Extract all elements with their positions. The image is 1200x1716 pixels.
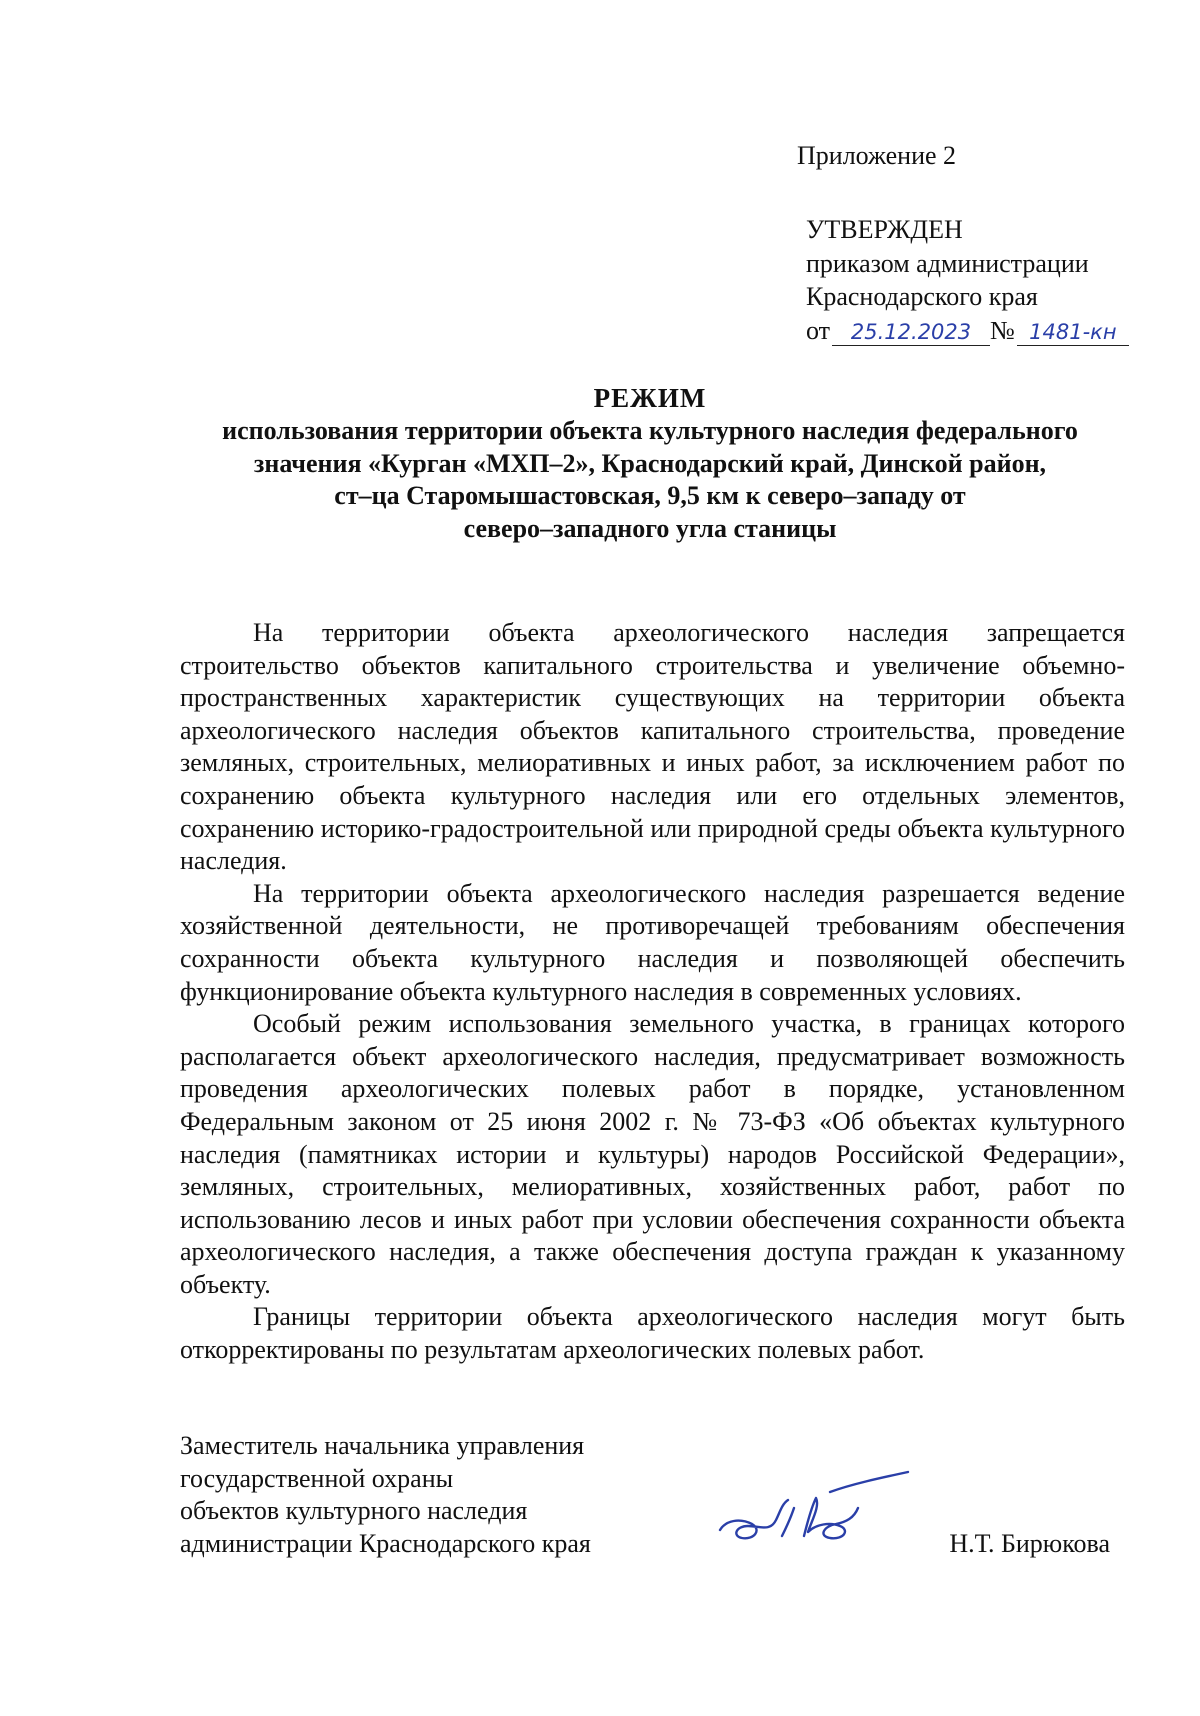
- approval-stamp-block: [806, 213, 1129, 347]
- approval-line-2: Краснодарского края: [806, 282, 1038, 311]
- signature-stroke: [804, 1472, 908, 1538]
- position-line: государственной охраны: [180, 1463, 454, 1493]
- document-body: [180, 617, 1125, 1367]
- document-title-block: [160, 381, 1140, 545]
- signature-stroke: [720, 1500, 794, 1538]
- handwritten-date: 25.12.2023: [832, 319, 990, 346]
- handwritten-signature: [712, 1464, 912, 1554]
- body-paragraph: Границы территории объекта археологического наследия могут быть откорректированы по результатам археологических полевых работ.: [180, 1302, 1125, 1365]
- document-title: РЕЖИМ: [593, 383, 707, 413]
- body-paragraph: На территории объекта археологического наследия разрешается ведение хозяйственной деятельности, не противоречащей требованиям обеспечения сохранности объекта культурного наследия и позволяющей обеспечить функционирование объекта культурного наследия в современных условиях.: [180, 878, 1125, 1006]
- appendix-label: Приложение 2: [797, 141, 957, 170]
- title-line: ст–ца Старомышастовская, 9,5 км к северо–западу от: [334, 481, 966, 510]
- signatory-position: [180, 1430, 591, 1560]
- from-label: от: [806, 315, 831, 345]
- signatory-name: Н.Т. Бирюкова: [949, 1529, 1110, 1558]
- body-paragraph: Особый режим использования земельного участка, в границах которого располагается объект археологического наследия, предусматривает возможность проведения археологических полевых работ в порядке, установленном Федеральным законом от 25 июня 2002 г. № 73-ФЗ «Об объектах культурного наследия (памятниках истории и культуры) народов Российской Федерации», земляных, строительных, мелиоративных, хозяйственных работ, работ по использованию лесов и иных работ при условии обеспечения сохранности объекта археологического наследия, а также обеспечения доступа граждан к указанному объекту.: [180, 1009, 1125, 1299]
- position-line: объектов культурного наследия: [180, 1496, 528, 1525]
- body-paragraph: На территории объекта археологического наследия запрещается строительство объектов капитального строительства и увеличение объемно-пространственных характеристик существующих на территории объекта археологического наследия объектов капитального строительства, проведение земляных, строительных, мелиоративных и иных работ, за исключением работ по сохранению объекта культурного наследия или его отдельных элементов, сохранению историко-градостроительной или природной среды объекта культурного наследия.: [180, 618, 1125, 876]
- title-line: использования территории объекта культурного наследия федерального: [222, 416, 1078, 445]
- position-line: администрации Краснодарского края: [180, 1528, 591, 1558]
- signature-block: [180, 1430, 1140, 1590]
- title-line: северо–западного угла станицы: [463, 513, 837, 543]
- position-line: Заместитель начальника управления: [180, 1431, 585, 1460]
- number-label: №: [990, 315, 1015, 345]
- approval-date-line: [806, 314, 1129, 348]
- title-line: значения «Курган «МХП–2», Краснодарский край, Динской район,: [253, 448, 1047, 478]
- approval-line-1: приказом администрации: [806, 248, 1089, 278]
- handwritten-number: 1481-кн: [1017, 319, 1129, 346]
- approved-label: УТВЕРЖДЕН: [806, 215, 963, 244]
